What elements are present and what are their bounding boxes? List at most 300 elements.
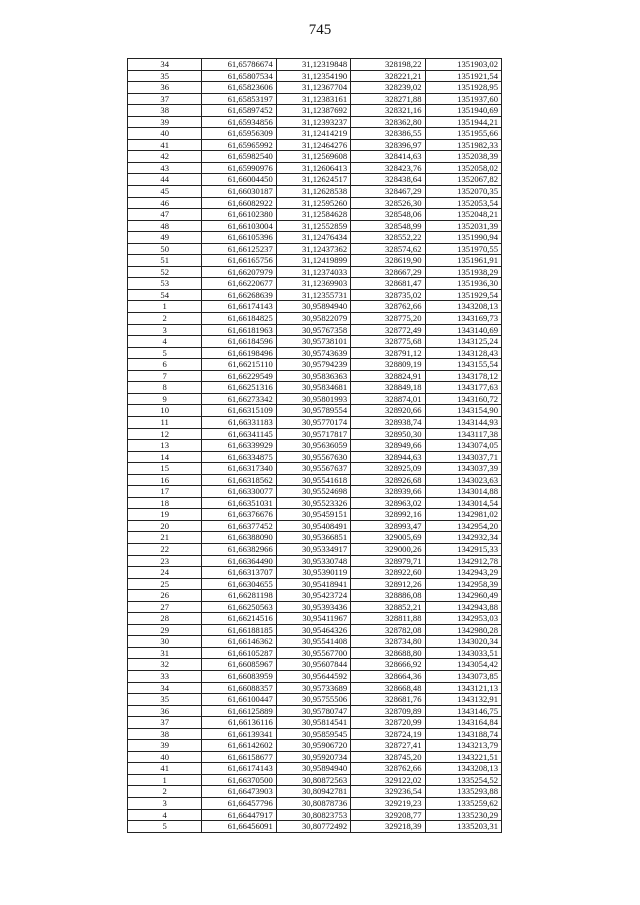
- latitude-cell: 61,65823606: [202, 82, 276, 94]
- x-coordinate-cell: 328920,66: [351, 405, 425, 417]
- longitude-cell: 30,95567630: [276, 451, 350, 463]
- point-number-cell: 13: [128, 440, 202, 452]
- point-number-cell: 37: [128, 717, 202, 729]
- point-number-cell: 21: [128, 532, 202, 544]
- point-number-cell: 34: [128, 682, 202, 694]
- latitude-cell: 61,66229549: [202, 370, 276, 382]
- latitude-cell: 61,66251316: [202, 382, 276, 394]
- table-row: [128, 174, 502, 186]
- table-row: [128, 405, 502, 417]
- y-coordinate-cell: 1351929,54: [425, 289, 502, 301]
- longitude-cell: 31,12387692: [276, 105, 350, 117]
- y-coordinate-cell: 1342981,02: [425, 509, 502, 521]
- latitude-cell: 61,66030187: [202, 186, 276, 198]
- longitude-cell: 30,95541618: [276, 474, 350, 486]
- x-coordinate-cell: 328221,21: [351, 70, 425, 82]
- longitude-cell: 30,95859545: [276, 728, 350, 740]
- coordinates-table-body: [128, 59, 502, 833]
- point-number-cell: 54: [128, 289, 202, 301]
- table-row: [128, 232, 502, 244]
- table-row: [128, 624, 502, 636]
- table-row: [128, 497, 502, 509]
- y-coordinate-cell: 1343140,69: [425, 324, 502, 336]
- latitude-cell: 61,66181963: [202, 324, 276, 336]
- point-number-cell: 9: [128, 393, 202, 405]
- x-coordinate-cell: 328992,16: [351, 509, 425, 521]
- longitude-cell: 31,12464276: [276, 139, 350, 151]
- x-coordinate-cell: 328198,22: [351, 59, 425, 71]
- x-coordinate-cell: 328874,01: [351, 393, 425, 405]
- x-coordinate-cell: 328979,71: [351, 555, 425, 567]
- point-number-cell: 6: [128, 359, 202, 371]
- latitude-cell: 61,66351031: [202, 497, 276, 509]
- x-coordinate-cell: 329218,39: [351, 821, 425, 833]
- longitude-cell: 31,12369903: [276, 278, 350, 290]
- y-coordinate-cell: 1351937,60: [425, 93, 502, 105]
- table-row: [128, 105, 502, 117]
- table-row: [128, 694, 502, 706]
- table-row: [128, 763, 502, 775]
- x-coordinate-cell: 328709,89: [351, 705, 425, 717]
- table-row: [128, 613, 502, 625]
- latitude-cell: 61,66317340: [202, 463, 276, 475]
- latitude-cell: 61,66088357: [202, 682, 276, 694]
- x-coordinate-cell: 328735,02: [351, 289, 425, 301]
- latitude-cell: 61,66330077: [202, 486, 276, 498]
- longitude-cell: 30,95330748: [276, 555, 350, 567]
- latitude-cell: 61,66334875: [202, 451, 276, 463]
- y-coordinate-cell: 1343169,73: [425, 313, 502, 325]
- table-row: [128, 717, 502, 729]
- point-number-cell: 53: [128, 278, 202, 290]
- point-number-cell: 44: [128, 174, 202, 186]
- x-coordinate-cell: 328619,90: [351, 255, 425, 267]
- x-coordinate-cell: 328681,47: [351, 278, 425, 290]
- y-coordinate-cell: 1351961,91: [425, 255, 502, 267]
- y-coordinate-cell: 1343037,71: [425, 451, 502, 463]
- latitude-cell: 61,65982540: [202, 151, 276, 163]
- x-coordinate-cell: 328939,66: [351, 486, 425, 498]
- longitude-cell: 30,95894940: [276, 301, 350, 313]
- y-coordinate-cell: 1343125,24: [425, 336, 502, 348]
- table-row: [128, 266, 502, 278]
- longitude-cell: 30,95390119: [276, 567, 350, 579]
- y-coordinate-cell: 1351955,66: [425, 128, 502, 140]
- latitude-cell: 61,66125237: [202, 243, 276, 255]
- point-number-cell: 50: [128, 243, 202, 255]
- latitude-cell: 61,66158677: [202, 751, 276, 763]
- y-coordinate-cell: 1343208,13: [425, 301, 502, 313]
- x-coordinate-cell: 328321,16: [351, 105, 425, 117]
- longitude-cell: 30,95920734: [276, 751, 350, 763]
- table-row: [128, 162, 502, 174]
- y-coordinate-cell: 1351940,69: [425, 105, 502, 117]
- latitude-cell: 61,65786674: [202, 59, 276, 71]
- point-number-cell: 28: [128, 613, 202, 625]
- x-coordinate-cell: 328938,74: [351, 416, 425, 428]
- table-row: [128, 705, 502, 717]
- y-coordinate-cell: 1343178,12: [425, 370, 502, 382]
- x-coordinate-cell: 328667,29: [351, 266, 425, 278]
- longitude-cell: 30,95789554: [276, 405, 350, 417]
- point-number-cell: 29: [128, 624, 202, 636]
- longitude-cell: 30,95801993: [276, 393, 350, 405]
- table-row: [128, 809, 502, 821]
- latitude-cell: 61,66146362: [202, 636, 276, 648]
- latitude-cell: 61,66174143: [202, 763, 276, 775]
- point-number-cell: 20: [128, 520, 202, 532]
- longitude-cell: 30,80872563: [276, 774, 350, 786]
- point-number-cell: 39: [128, 116, 202, 128]
- latitude-cell: 61,66174143: [202, 301, 276, 313]
- latitude-cell: 61,66103004: [202, 220, 276, 232]
- latitude-cell: 61,65965992: [202, 139, 276, 151]
- y-coordinate-cell: 1343132,91: [425, 694, 502, 706]
- x-coordinate-cell: 328720,99: [351, 717, 425, 729]
- y-coordinate-cell: 1335203,31: [425, 821, 502, 833]
- y-coordinate-cell: 1342953,03: [425, 613, 502, 625]
- table-row: [128, 682, 502, 694]
- point-number-cell: 25: [128, 578, 202, 590]
- longitude-cell: 31,12319848: [276, 59, 350, 71]
- y-coordinate-cell: 1351982,33: [425, 139, 502, 151]
- longitude-cell: 30,80823753: [276, 809, 350, 821]
- latitude-cell: 61,66250563: [202, 601, 276, 613]
- x-coordinate-cell: 329219,23: [351, 798, 425, 810]
- point-number-cell: 18: [128, 497, 202, 509]
- point-number-cell: 26: [128, 590, 202, 602]
- x-coordinate-cell: 328886,08: [351, 590, 425, 602]
- y-coordinate-cell: 1343033,51: [425, 647, 502, 659]
- x-coordinate-cell: 329005,69: [351, 532, 425, 544]
- latitude-cell: 61,66339929: [202, 440, 276, 452]
- latitude-cell: 61,66139341: [202, 728, 276, 740]
- latitude-cell: 61,66165756: [202, 255, 276, 267]
- y-coordinate-cell: 1351944,21: [425, 116, 502, 128]
- longitude-cell: 30,95822079: [276, 313, 350, 325]
- x-coordinate-cell: 328912,26: [351, 578, 425, 590]
- longitude-cell: 30,95334917: [276, 543, 350, 555]
- y-coordinate-cell: 1343144,93: [425, 416, 502, 428]
- y-coordinate-cell: 1352070,35: [425, 186, 502, 198]
- point-number-cell: 33: [128, 670, 202, 682]
- latitude-cell: 61,66188185: [202, 624, 276, 636]
- table-row: [128, 324, 502, 336]
- y-coordinate-cell: 1352058,02: [425, 162, 502, 174]
- y-coordinate-cell: 1352038,39: [425, 151, 502, 163]
- table-row: [128, 578, 502, 590]
- x-coordinate-cell: 328762,66: [351, 301, 425, 313]
- point-number-cell: 36: [128, 82, 202, 94]
- point-number-cell: 36: [128, 705, 202, 717]
- x-coordinate-cell: 328414,63: [351, 151, 425, 163]
- table-row: [128, 336, 502, 348]
- point-number-cell: 43: [128, 162, 202, 174]
- latitude-cell: 61,66456091: [202, 821, 276, 833]
- point-number-cell: 1: [128, 774, 202, 786]
- x-coordinate-cell: 328438,64: [351, 174, 425, 186]
- x-coordinate-cell: 328666,92: [351, 659, 425, 671]
- y-coordinate-cell: 1351921,54: [425, 70, 502, 82]
- table-row: [128, 463, 502, 475]
- point-number-cell: 22: [128, 543, 202, 555]
- y-coordinate-cell: 1343188,74: [425, 728, 502, 740]
- table-row: [128, 567, 502, 579]
- latitude-cell: 61,66304655: [202, 578, 276, 590]
- table-row: [128, 139, 502, 151]
- longitude-cell: 30,95780747: [276, 705, 350, 717]
- table-row: [128, 393, 502, 405]
- page-number: 745: [308, 22, 332, 38]
- latitude-cell: 61,65990976: [202, 162, 276, 174]
- y-coordinate-cell: 1342960,49: [425, 590, 502, 602]
- point-number-cell: 24: [128, 567, 202, 579]
- x-coordinate-cell: 328548,06: [351, 209, 425, 221]
- y-coordinate-cell: 1343020,34: [425, 636, 502, 648]
- point-number-cell: 40: [128, 128, 202, 140]
- point-number-cell: 19: [128, 509, 202, 521]
- x-coordinate-cell: 329236,54: [351, 786, 425, 798]
- longitude-cell: 31,12414219: [276, 128, 350, 140]
- y-coordinate-cell: 1351990,94: [425, 232, 502, 244]
- table-row: [128, 509, 502, 521]
- x-coordinate-cell: 328734,80: [351, 636, 425, 648]
- longitude-cell: 31,12569608: [276, 151, 350, 163]
- y-coordinate-cell: 1343213,79: [425, 740, 502, 752]
- latitude-cell: 61,66473903: [202, 786, 276, 798]
- longitude-cell: 31,12419899: [276, 255, 350, 267]
- table-row: [128, 636, 502, 648]
- longitude-cell: 30,95894940: [276, 763, 350, 775]
- latitude-cell: 61,66447917: [202, 809, 276, 821]
- y-coordinate-cell: 1351936,30: [425, 278, 502, 290]
- latitude-cell: 61,66125889: [202, 705, 276, 717]
- y-coordinate-cell: 1352053,54: [425, 197, 502, 209]
- x-coordinate-cell: 328775,68: [351, 336, 425, 348]
- x-coordinate-cell: 328386,55: [351, 128, 425, 140]
- point-number-cell: 47: [128, 209, 202, 221]
- point-number-cell: 48: [128, 220, 202, 232]
- y-coordinate-cell: 1343221,51: [425, 751, 502, 763]
- table-row: [128, 313, 502, 325]
- point-number-cell: 51: [128, 255, 202, 267]
- longitude-cell: 30,95814541: [276, 717, 350, 729]
- y-coordinate-cell: 1343037,39: [425, 463, 502, 475]
- longitude-cell: 30,95733689: [276, 682, 350, 694]
- x-coordinate-cell: 328762,66: [351, 763, 425, 775]
- y-coordinate-cell: 1343014,54: [425, 497, 502, 509]
- longitude-cell: 30,95567637: [276, 463, 350, 475]
- x-coordinate-cell: 328775,20: [351, 313, 425, 325]
- latitude-cell: 61,66318562: [202, 474, 276, 486]
- point-number-cell: 14: [128, 451, 202, 463]
- latitude-cell: 61,66198496: [202, 347, 276, 359]
- point-number-cell: 2: [128, 313, 202, 325]
- table-row: [128, 555, 502, 567]
- latitude-cell: 61,66083959: [202, 670, 276, 682]
- point-number-cell: 11: [128, 416, 202, 428]
- x-coordinate-cell: 328423,76: [351, 162, 425, 174]
- y-coordinate-cell: 1335254,52: [425, 774, 502, 786]
- table-row: [128, 451, 502, 463]
- table-row: [128, 289, 502, 301]
- x-coordinate-cell: 328791,12: [351, 347, 425, 359]
- latitude-cell: 61,66215110: [202, 359, 276, 371]
- table-row: [128, 186, 502, 198]
- table-row: [128, 301, 502, 313]
- longitude-cell: 30,95717817: [276, 428, 350, 440]
- point-number-cell: 4: [128, 336, 202, 348]
- table-row: [128, 59, 502, 71]
- latitude-cell: 61,66085967: [202, 659, 276, 671]
- table-row: [128, 543, 502, 555]
- table-row: [128, 70, 502, 82]
- point-number-cell: 17: [128, 486, 202, 498]
- y-coordinate-cell: 1343146,75: [425, 705, 502, 717]
- longitude-cell: 30,95770174: [276, 416, 350, 428]
- x-coordinate-cell: 329122,02: [351, 774, 425, 786]
- longitude-cell: 30,95393436: [276, 601, 350, 613]
- y-coordinate-cell: 1352067,82: [425, 174, 502, 186]
- longitude-cell: 30,95834681: [276, 382, 350, 394]
- x-coordinate-cell: 328745,20: [351, 751, 425, 763]
- latitude-cell: 61,65807534: [202, 70, 276, 82]
- point-number-cell: 41: [128, 139, 202, 151]
- point-number-cell: 34: [128, 59, 202, 71]
- y-coordinate-cell: 1352048,21: [425, 209, 502, 221]
- longitude-cell: 30,95524698: [276, 486, 350, 498]
- longitude-cell: 31,12393237: [276, 116, 350, 128]
- x-coordinate-cell: 328963,02: [351, 497, 425, 509]
- longitude-cell: 31,12476434: [276, 232, 350, 244]
- point-number-cell: 35: [128, 694, 202, 706]
- point-number-cell: 10: [128, 405, 202, 417]
- longitude-cell: 30,95523326: [276, 497, 350, 509]
- table-row: [128, 416, 502, 428]
- table-row: [128, 601, 502, 613]
- point-number-cell: 37: [128, 93, 202, 105]
- x-coordinate-cell: 328949,66: [351, 440, 425, 452]
- point-number-cell: 32: [128, 659, 202, 671]
- table-row: [128, 486, 502, 498]
- latitude-cell: 61,66457796: [202, 798, 276, 810]
- x-coordinate-cell: 328552,22: [351, 232, 425, 244]
- table-row: [128, 382, 502, 394]
- table-row: [128, 128, 502, 140]
- latitude-cell: 61,66214516: [202, 613, 276, 625]
- x-coordinate-cell: 328809,19: [351, 359, 425, 371]
- latitude-cell: 61,66102380: [202, 209, 276, 221]
- latitude-cell: 61,66105396: [202, 232, 276, 244]
- table-row: [128, 370, 502, 382]
- longitude-cell: 30,95738101: [276, 336, 350, 348]
- latitude-cell: 61,66364490: [202, 555, 276, 567]
- latitude-cell: 61,66220677: [202, 278, 276, 290]
- longitude-cell: 30,95418941: [276, 578, 350, 590]
- x-coordinate-cell: 328993,47: [351, 520, 425, 532]
- table-row: [128, 590, 502, 602]
- y-coordinate-cell: 1351903,02: [425, 59, 502, 71]
- latitude-cell: 61,65956309: [202, 128, 276, 140]
- longitude-cell: 30,95644592: [276, 670, 350, 682]
- point-number-cell: 2: [128, 786, 202, 798]
- y-coordinate-cell: 1343074,05: [425, 440, 502, 452]
- coordinates-table: [127, 58, 502, 833]
- table-row: [128, 798, 502, 810]
- x-coordinate-cell: 328467,29: [351, 186, 425, 198]
- latitude-cell: 61,66100447: [202, 694, 276, 706]
- latitude-cell: 61,66136116: [202, 717, 276, 729]
- y-coordinate-cell: 1342915,33: [425, 543, 502, 555]
- y-coordinate-cell: 1335259,62: [425, 798, 502, 810]
- y-coordinate-cell: 1352031,39: [425, 220, 502, 232]
- latitude-cell: 61,66184596: [202, 336, 276, 348]
- y-coordinate-cell: 1342980,28: [425, 624, 502, 636]
- table-row: [128, 93, 502, 105]
- y-coordinate-cell: 1343121,13: [425, 682, 502, 694]
- longitude-cell: 31,12552859: [276, 220, 350, 232]
- point-number-cell: 31: [128, 647, 202, 659]
- longitude-cell: 30,95423724: [276, 590, 350, 602]
- longitude-cell: 31,12374033: [276, 266, 350, 278]
- point-number-cell: 42: [128, 151, 202, 163]
- latitude-cell: 61,65934856: [202, 116, 276, 128]
- point-number-cell: 5: [128, 347, 202, 359]
- y-coordinate-cell: 1343073,85: [425, 670, 502, 682]
- table-row: [128, 520, 502, 532]
- x-coordinate-cell: 329000,26: [351, 543, 425, 555]
- latitude-cell: 61,66082922: [202, 197, 276, 209]
- x-coordinate-cell: 328724,19: [351, 728, 425, 740]
- latitude-cell: 61,66207979: [202, 266, 276, 278]
- y-coordinate-cell: 1343160,72: [425, 393, 502, 405]
- latitude-cell: 61,66388090: [202, 532, 276, 544]
- table-row: [128, 359, 502, 371]
- point-number-cell: 5: [128, 821, 202, 833]
- longitude-cell: 30,95459151: [276, 509, 350, 521]
- y-coordinate-cell: 1335230,29: [425, 809, 502, 821]
- longitude-cell: 30,80772492: [276, 821, 350, 833]
- x-coordinate-cell: 328922,60: [351, 567, 425, 579]
- table-row: [128, 82, 502, 94]
- longitude-cell: 31,12584628: [276, 209, 350, 221]
- table-row: [128, 116, 502, 128]
- x-coordinate-cell: 329208,77: [351, 809, 425, 821]
- table-row: [128, 786, 502, 798]
- latitude-cell: 61,66382966: [202, 543, 276, 555]
- point-number-cell: 27: [128, 601, 202, 613]
- y-coordinate-cell: 1335293,88: [425, 786, 502, 798]
- longitude-cell: 30,95836363: [276, 370, 350, 382]
- point-number-cell: 15: [128, 463, 202, 475]
- x-coordinate-cell: 328811,88: [351, 613, 425, 625]
- y-coordinate-cell: 1342954,20: [425, 520, 502, 532]
- latitude-cell: 61,66281198: [202, 590, 276, 602]
- longitude-cell: 31,12383161: [276, 93, 350, 105]
- point-number-cell: 12: [128, 428, 202, 440]
- table-row: [128, 532, 502, 544]
- point-number-cell: 4: [128, 809, 202, 821]
- x-coordinate-cell: 328950,30: [351, 428, 425, 440]
- x-coordinate-cell: 328548,99: [351, 220, 425, 232]
- point-number-cell: 39: [128, 740, 202, 752]
- longitude-cell: 30,95411967: [276, 613, 350, 625]
- latitude-cell: 61,66377452: [202, 520, 276, 532]
- y-coordinate-cell: 1351938,29: [425, 266, 502, 278]
- table-row: [128, 647, 502, 659]
- table-row: [128, 440, 502, 452]
- x-coordinate-cell: 328668,48: [351, 682, 425, 694]
